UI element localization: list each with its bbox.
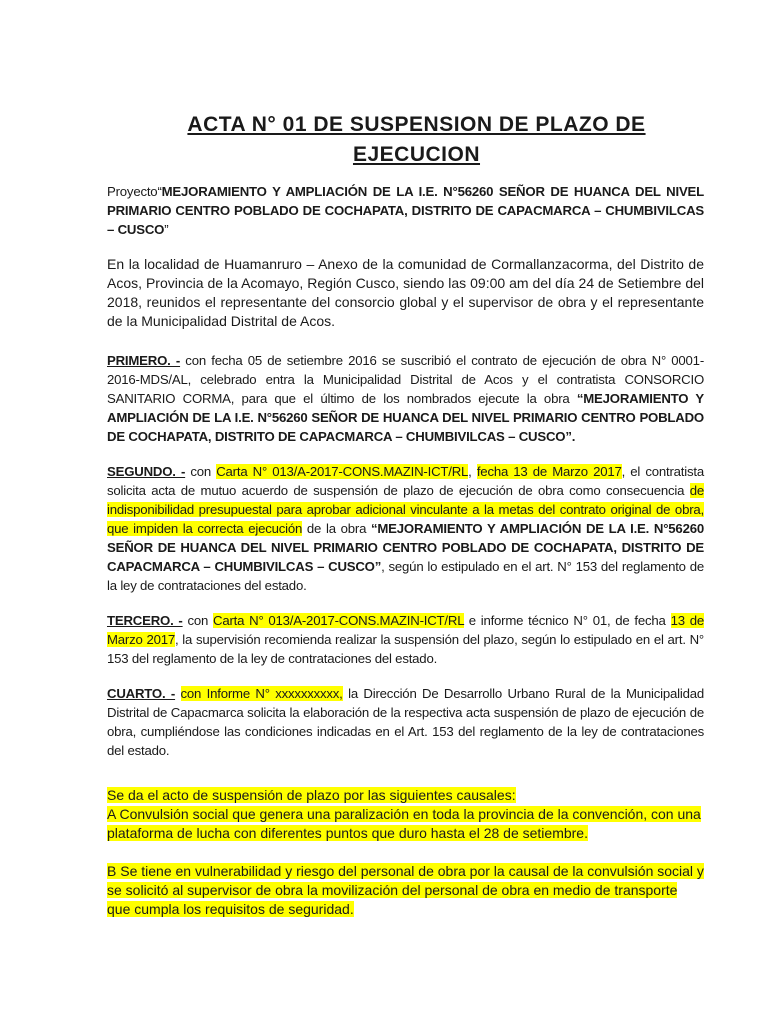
segundo-motivo: de indisponibilidad presupuestal para aprobar adicional vinculante a la metas del contrato original de obra, que impiden la correcta ejecución [107,483,704,536]
segundo-sep: , [468,464,477,479]
cuarto-label: CUARTO. - [107,686,176,701]
causal-b-text: B Se tiene en vulnerabilidad y riesgo del personal de obra por la causal de la convulsión social y se solicitó al supervisor de obra la movilización del personal de obra en medio de transporte que cumpla los requisitos de seguridad. [107,863,704,917]
segundo-text1: , el contratista solicita acta de mutuo acuerdo de suspensión de plazo de ejecución de obra como consecuencia [107,464,704,498]
cuarto-informe: con Informe N° xxxxxxxxxx, [180,686,343,701]
section-segundo [107,462,704,595]
cuarto-pre [175,686,180,701]
section-cuarto [107,684,704,760]
tercero-fecha: 13 de Marzo 2017 [107,613,704,647]
primero-label: PRIMERO. - [107,353,181,368]
primero-text: con fecha 05 de setiembre 2016 se suscribió el contrato de ejecución de obra N° 0001-2016-MDS/AL, celebrado entra la Municipalidad Distrital de Acos y el contratista CONSORCIO SANITARIO CORMA, para que el último de los nombrados ejecute la obra [107,353,705,406]
project-paragraph [107,182,704,239]
primero-obra: “MEJORAMIENTO Y AMPLIACIÓN DE LA I.E. N°56260 SEÑOR DE HUANCA DEL NIVEL PRIMARIO CENTRO POBLADO DE COCHAPATA, DISTRITO DE CAPACMARCA – CHUMBIVILCAS – CUSCO”. [107,391,704,444]
intro-paragraph: En la localidad de Huamanruro – Anexo de la comunidad de Cormallanzacorma, del Distrito de Acos, Provincia de la Acomayo, Región Cusco, siendo las 09:00 am del día 24 de Setiembre del 2018, reunidos el representante del consorcio global y el supervisor de obra y el representante de la Municipalidad Distrital de Acos. [107,256,704,329]
cuarto-text: la Dirección De Desarrollo Urbano Rural de la Municipalidad Distrital de Capacmarca solicita la elaboración de la respectiva acta suspensión de plazo de ejecución de obra, cumpliéndose las condiciones indicadas en el Art. 153 del reglamento de la ley de contrataciones del estado. [107,686,705,758]
tercero-label: TERCERO. - [107,613,183,628]
segundo-fecha: fecha 13 de Marzo 2017 [476,464,622,479]
project-prefix: Proyecto“ [107,184,162,199]
causal-b [107,862,704,919]
section-primero [107,351,704,446]
causales-heading [107,786,704,805]
segundo-carta: Carta N° 013/A-2017-CONS.MAZIN-ICT/RL [216,464,469,479]
project-name: MEJORAMIENTO Y AMPLIACIÓN DE LA I.E. N°56260 SEÑOR DE HUANCA DEL NIVEL PRIMARIO CENTRO POBLADO DE COCHAPATA, DISTRITO DE CAPACMARCA – CHUMBIVILCAS – CUSCO [107,184,704,237]
tercero-text2: , la supervisión recomienda realizar la suspensión del plazo, según lo estipulado en el art. N° 153 del reglamento de la ley de contrataciones del estado. [107,632,704,666]
tercero-pre: con [182,613,214,628]
causales-section [107,786,704,919]
tercero-carta: Carta N° 013/A-2017-CONS.MAZIN-ICT/RL [213,613,464,628]
segundo-label: SEGUNDO. - [107,464,186,479]
document-title: ACTA N° 01 DE SUSPENSION DE PLAZO DE EJECUCION [187,113,646,166]
section-tercero [107,611,704,668]
causal-a-text: A Convulsión social que genera una paralización en toda la provincia de la convención, con una plataforma de lucha con diferentes puntos que duro hasta el 28 de setiembre. [107,806,701,841]
causal-a [107,805,704,843]
segundo-text2: de la obra [302,521,371,536]
segundo-pre: con [185,464,217,479]
project-suffix: ” [164,222,169,237]
segundo-text3: , según lo estipulado en el art. N° 153 del reglamento de la ley de contrataciones del estado. [107,559,704,593]
causales-heading-text: Se da el acto de suspensión de plazo por las siguientes causales: [107,787,516,803]
segundo-obra: “MEJORAMIENTO Y AMPLIACIÓN DE LA I.E. N°56260 SEÑOR DE HUANCA DEL NIVEL PRIMARIO CENTRO POBLADO DE COCHAPATA, DISTRITO DE CAPACMARCA – CHUMBIVILCAS – CUSCO” [107,521,704,574]
tercero-text1: e informe técnico N° 01, de fecha [463,613,671,628]
